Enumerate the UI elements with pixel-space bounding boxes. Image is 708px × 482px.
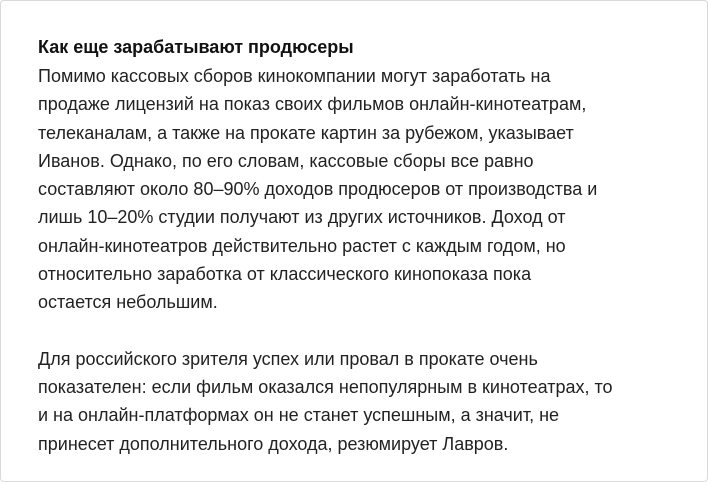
paragraph-1	[38, 62, 688, 317]
paragraph-line: лишь 10–20% студии получают из других источников. Доход от	[38, 207, 566, 228]
paragraph-line: показателен: если фильм оказался непопулярным в кинотеатрах, то	[38, 376, 613, 397]
paragraph-line: принесет дополнительного дохода, резюмирует Лавров.	[38, 433, 509, 454]
paragraph-line: и на онлайн-платформах он не станет успешным, а значит, не	[38, 405, 560, 426]
paragraph-line: онлайн-кинотеатров действительно растет с каждым годом, но	[38, 235, 566, 256]
paragraph-line: Помимо кассовых сборов кинокомпании могут заработать на	[38, 66, 551, 86]
section-heading: Как еще зарабатывают продюсеры	[38, 37, 354, 57]
paragraph-line: относительно заработка от классического кинопоказа пока	[38, 264, 532, 285]
paragraph-2	[38, 345, 688, 458]
paragraph-line: составляют около 80–90% доходов продюсеров от производства и	[38, 179, 598, 200]
paragraph-line: продаже лицензий на показ своих фильмов онлайн-кинотеатрам,	[38, 94, 587, 115]
paragraph-line: остается небольшим.	[38, 292, 218, 313]
article-content	[38, 32, 688, 458]
paragraph-line: Для российского зрителя успех или провал в прокате очень	[38, 348, 538, 369]
paragraph-line: Иванов. Однако, по его словам, кассовые сборы все равно	[38, 150, 534, 171]
paragraph-line: телеканалам, а также на прокате картин за рубежом, указывает	[38, 122, 574, 143]
